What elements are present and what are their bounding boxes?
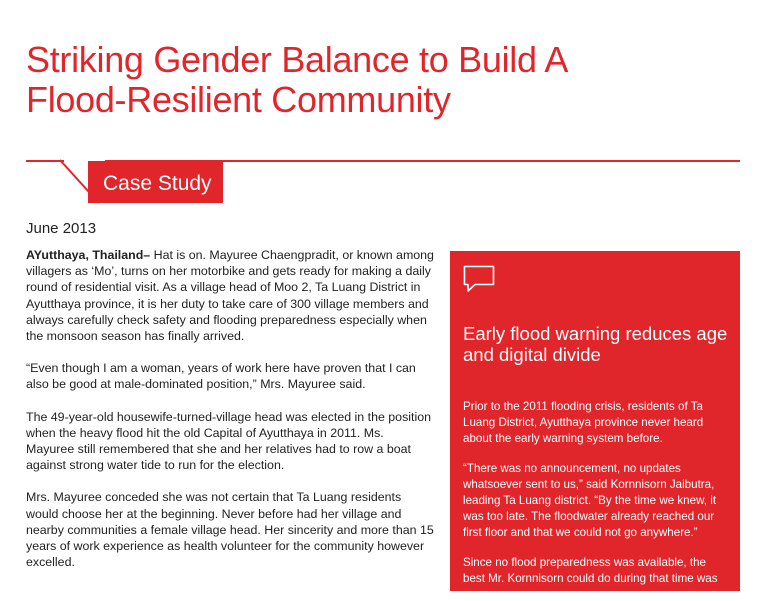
article-body bbox=[26, 247, 434, 586]
article-dateline: AYutthaya, Thailand– bbox=[26, 248, 151, 262]
page-title-line-2: Flood-Resilient Community bbox=[26, 79, 451, 120]
sidebar-paragraph: Since no flood preparedness was available, the best Mr. Kornnisorn could do during that time was bbox=[463, 556, 718, 585]
sidebar-paragraph: “There was no announcement, no updates whatsoever sent to us,” said Kornnisorn Jaibutra, leading Ta Luang district. “By the time we knew, it was too late. The floodwater already reached our first floor and that we could not go anywhere.” bbox=[463, 462, 717, 539]
sidebar-callout bbox=[450, 251, 740, 591]
publication-date: June 2013 bbox=[26, 220, 97, 237]
article-paragraph: The 49-year-old housewife-turned-village head was elected in the position when the heavy flood hit the old Capital of Ayutthaya in 2011. Ms. Mayuree still remembered that she and her relatives had to row a boat against strong water tide to run for the election. bbox=[26, 409, 432, 473]
article-paragraph-text: Hat is on. Mayuree Chaengpradit, or known among villagers as ‘Mo’, turns on her motorbike and gets ready for making a daily round of residential visit. As a village head of Moo 2, Ta Luang District in Ayutthaya province, it is her duty to take care of 300 village members and always carefully check safety and flooding preparedness especially when the monsoon season has finally arrived. bbox=[26, 248, 434, 344]
page-title-line-1: Striking Gender Balance to Build A bbox=[26, 39, 569, 80]
article-paragraph: “Even though I am a woman, years of work here have proven that I can also be good at male-dominated position,” Mrs. Mayuree said. bbox=[26, 361, 416, 392]
article-paragraph bbox=[26, 247, 434, 344]
sidebar-paragraph: Prior to the 2011 flooding crisis, residents of Ta Luang District, Ayutthaya province never heard about the early warning system before. bbox=[463, 400, 704, 445]
sidebar-body bbox=[463, 399, 730, 601]
sidebar-heading: Early flood warning reduces age and digital divide bbox=[463, 323, 728, 365]
case-study-label: Case Study bbox=[103, 172, 212, 195]
header-rule-left bbox=[26, 160, 64, 162]
article-paragraph: Mrs. Mayuree conceded she was not certain that Ta Luang residents would choose her at the beginning. Never before had her village and nearby communities a female village head. Her sincerity and more than 15 years of work experience as health volunteer for the community however excelled. bbox=[26, 490, 434, 570]
page-title bbox=[26, 40, 746, 120]
speech-bubble-icon bbox=[463, 265, 495, 293]
